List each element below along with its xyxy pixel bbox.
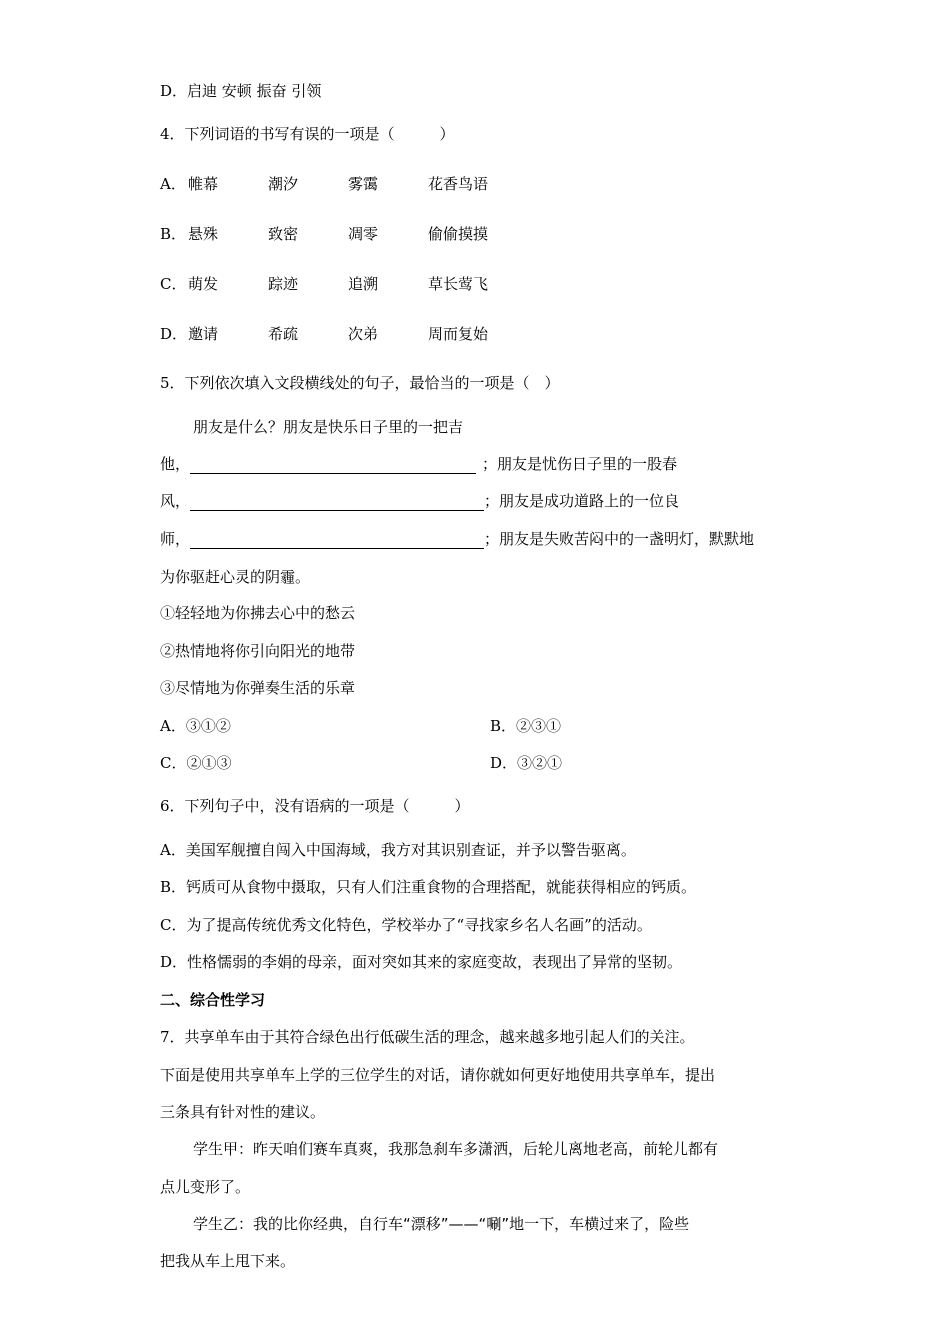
- word: 偷偷摸摸: [428, 225, 489, 243]
- q4-option-d: [160, 324, 488, 344]
- q5-option-a: A．③①②: [160, 717, 231, 735]
- passage-text: ；朋友是失败苦闷中的一盏明灯，默默地: [484, 530, 755, 548]
- q7-stem-line: 下面是使用共享单车上学的三位学生的对话，请你就如何更好地使用共享单车，提出: [160, 1066, 716, 1084]
- q5-item-3: ③尽情地为你弹奏生活的乐章: [160, 679, 356, 697]
- section-heading: 二、综合性学习: [160, 991, 266, 1009]
- word: 悬殊: [188, 225, 219, 243]
- q5-passage-line: [160, 529, 754, 549]
- q5-passage-line: [160, 454, 677, 474]
- answer-blank-3[interactable]: [190, 532, 484, 549]
- q7-dialogue-jia: 学生甲：昨天咱们赛车真爽，我那急刹车多潇洒，后轮儿离地老高，前轮儿都有: [193, 1140, 719, 1158]
- q5-passage-line: [160, 491, 679, 511]
- word: 萌发: [188, 275, 219, 293]
- word: 潮汐: [268, 175, 299, 193]
- answer-blank-1[interactable]: [190, 457, 476, 474]
- q5-item-2: ②热情地将你引向阳光的地带: [160, 642, 356, 660]
- q5-stem: 5．下列依次填入文段横线处的句子，最恰当的一项是（ ）: [160, 374, 560, 392]
- passage-text: 师，: [160, 530, 191, 548]
- option-label: C．: [160, 275, 187, 293]
- q5-option-c: C．②①③: [160, 754, 232, 772]
- q6-option-c: C．为了提高传统优秀文化特色，学校举办了“寻找家乡名人名画”的活动。: [160, 916, 652, 934]
- option-label: D．: [160, 325, 188, 343]
- word: 雾霭: [348, 175, 379, 193]
- passage-text: ；朋友是成功道路上的一位良: [484, 492, 680, 510]
- q5-passage-line: 朋友是什么？朋友是快乐日子里的一把吉: [193, 418, 464, 436]
- q6-stem: 6．下列句子中，没有语病的一项是（ ）: [160, 797, 470, 815]
- word: 帷幕: [188, 175, 219, 193]
- q5-passage-line: 为你驱赶心灵的阴霾。: [160, 568, 311, 586]
- q6-option-d: D．性格懦弱的李娟的母亲，面对突如其来的家庭变故，表现出了异常的坚韧。: [160, 953, 683, 971]
- word: 踪迹: [268, 275, 299, 293]
- q3-option-d: D．启迪 安顿 振奋 引领: [160, 82, 322, 100]
- word: 次弟: [348, 325, 379, 343]
- q5-option-b: B．②③①: [490, 717, 562, 735]
- q7-dialogue-yi-cont: 把我从车上甩下来。: [160, 1252, 296, 1270]
- q5-item-1: ①轻轻地为你拂去心中的愁云: [160, 604, 356, 622]
- passage-text: ；朋友是忧伤日子里的一股春: [482, 455, 678, 473]
- q6-option-a: A．美国军舰擅自闯入中国海域，我方对其识别查证，并予以警告驱离。: [160, 841, 636, 859]
- option-label: A．: [160, 175, 186, 193]
- q7-stem-line: 三条具有针对性的建议。: [160, 1103, 326, 1121]
- word: 邀请: [188, 325, 219, 343]
- q4-option-a: [160, 174, 488, 194]
- q7-dialogue-jia-cont: 点儿变形了。: [160, 1178, 251, 1196]
- word: 花香鸟语: [428, 175, 489, 193]
- word: 草长莺飞: [428, 275, 489, 293]
- answer-blank-2[interactable]: [190, 494, 484, 511]
- word: 追溯: [348, 275, 379, 293]
- q5-option-d: D．③②①: [490, 754, 563, 772]
- q6-option-b: B．钙质可从食物中摄取，只有人们注重食物的合理搭配，就能获得相应的钙质。: [160, 878, 697, 896]
- q7-dialogue-yi: 学生乙：我的比你经典，自行车“漂移”——“唰”地一下，车横过来了，险些: [193, 1215, 690, 1233]
- passage-text: 风，: [160, 492, 191, 510]
- word: 致密: [268, 225, 299, 243]
- q4-option-c: [160, 274, 488, 294]
- q4-stem: 4．下列词语的书写有误的一项是（ ）: [160, 125, 455, 143]
- option-label: B．: [160, 225, 187, 243]
- passage-text: 他，: [160, 455, 191, 473]
- q7-stem-line: 7．共享单车由于其符合绿色出行低碳生活的理念，越来越多地引起人们的关注。: [160, 1028, 695, 1046]
- q4-option-b: [160, 224, 488, 244]
- word: 凋零: [348, 225, 379, 243]
- word: 希疏: [268, 325, 299, 343]
- word: 周而复始: [428, 325, 489, 343]
